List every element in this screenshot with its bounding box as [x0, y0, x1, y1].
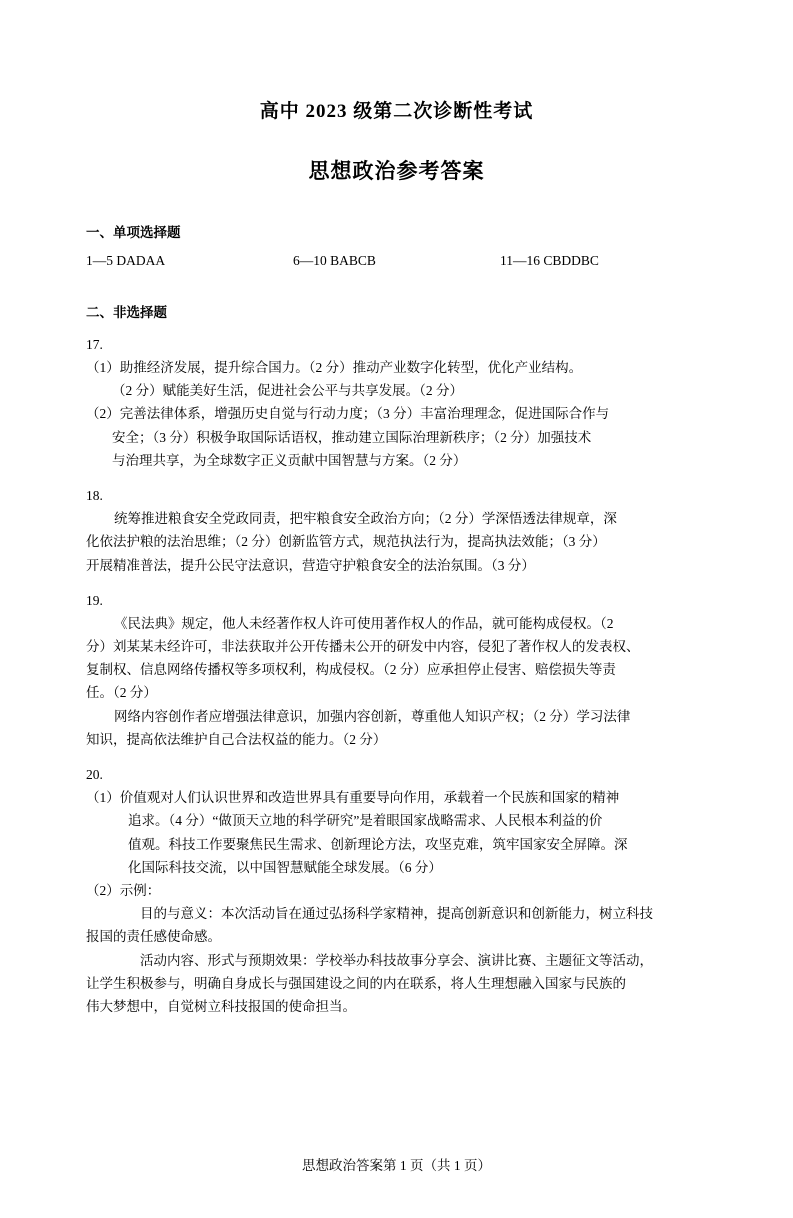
- question-number-19: 19.: [86, 592, 103, 608]
- answer-line: 值观。科技工作要聚焦民生需求、创新理论方法，攻坚克难，筑牢国家安全屏障。深: [128, 836, 628, 852]
- section-heading-free-response: 二、非选择题: [86, 305, 167, 320]
- answer-line: 统筹推进粮食安全党政同责，把牢粮食安全政治方向；（2 分）学深悟透法律规章，深: [114, 511, 617, 527]
- page-title: 高中 2023 级第二次诊断性考试: [259, 101, 534, 122]
- answer-sheet-page: [0, 96, 793, 1218]
- question-19-body: [86, 612, 707, 751]
- page-footer: 思想政治答案第 1 页（共 1 页）: [302, 1158, 491, 1173]
- mc-group-3: 11—16 CBDDBC: [500, 253, 599, 268]
- answer-line: 让学生积极参与，明确自身成长与强国建设之间的内在联系，将人生理想融入国家与民族的: [86, 975, 626, 991]
- answer-line: 网络内容创作者应增强法律意识，加强内容创新，尊重他人知识产权；（2 分）学习法律: [114, 708, 631, 724]
- answer-line: （2）完善法律体系，增强历史自觉与行动力度；（3 分）丰富治理理念，促进国际合作与: [86, 406, 610, 422]
- answer-line: 追求。（4 分）“做顶天立地的科学研究”是着眼国家战略需求、人民根本利益的价: [128, 813, 603, 829]
- page-subtitle: 思想政治参考答案: [308, 159, 485, 183]
- answer-line: 与治理共享，为全球数字正义贡献中国智慧与方案。（2 分）: [112, 452, 467, 468]
- multiple-choice-answers: [86, 253, 707, 269]
- answer-line: （1）价值观对人们认识世界和改造世界具有重要导向作用，承载着一个民族和国家的精神: [86, 790, 620, 806]
- answer-line: 伟大梦想中，自觉树立科技报国的使命担当。: [86, 999, 356, 1015]
- answer-line: 任。（2 分）: [86, 685, 157, 701]
- question-20-body: [86, 786, 707, 1018]
- answer-line: 复制权、信息网络传播权等多项权利，构成侵权。（2 分）应承担停止侵害、赔偿损失等责: [86, 662, 616, 678]
- answer-line: 化依法护粮的法治思维；（2 分）创新监管方式，规范执法行为，提高执法效能；（3 分）: [86, 534, 606, 550]
- answer-line: 安全；（3 分）积极争取国际话语权，推动建立国际治理新秩序；（2 分）加强技术: [112, 429, 592, 445]
- answer-line: 目的与意义：本次活动旨在通过弘扬科学家精神，提高创新意识和创新能力，树立科技: [140, 906, 653, 922]
- question-number-20: 20.: [86, 767, 103, 783]
- mc-group-2: 6—10 BABCB: [293, 253, 376, 268]
- answer-line: 化国际科技交流，以中国智慧赋能全球发展。（6 分）: [128, 859, 442, 875]
- mc-group-1: 1—5 DADAA: [86, 253, 166, 268]
- answer-line: 分）刘某某未经许可，非法获取并公开传播未公开的研发中内容，侵犯了著作权人的发表权、: [86, 638, 640, 654]
- answer-line: 开展精准普法，提升公民守法意识，营造守护粮食安全的法治氛围。（3 分）: [86, 557, 535, 573]
- answer-line: （2 分）赋能美好生活，促进社会公平与共享发展。（2 分）: [112, 383, 463, 399]
- answer-line: 《民法典》规定，他人未经著作权人许可使用著作权人的作品，就可能构成侵权。（2: [114, 615, 614, 631]
- question-number-17: 17.: [86, 337, 103, 352]
- question-18-body: [86, 507, 707, 577]
- answer-line: 知识，提高依法维护自己合法权益的能力。（2 分）: [86, 731, 387, 747]
- question-17-body: [86, 356, 707, 472]
- answer-line: 报国的责任感使命感。: [86, 929, 221, 945]
- question-number-18: 18.: [86, 488, 103, 504]
- answer-line: （2）示例：: [86, 882, 161, 898]
- answer-line: 活动内容、形式与预期效果：学校举办科技故事分享会、演讲比赛、主题征文等活动，: [140, 952, 653, 968]
- answer-line: （1）助推经济发展，提升综合国力。（2 分）推动产业数字化转型，优化产业结构。: [86, 360, 583, 375]
- section-heading-multiple-choice: 一、单项选择题: [86, 225, 181, 240]
